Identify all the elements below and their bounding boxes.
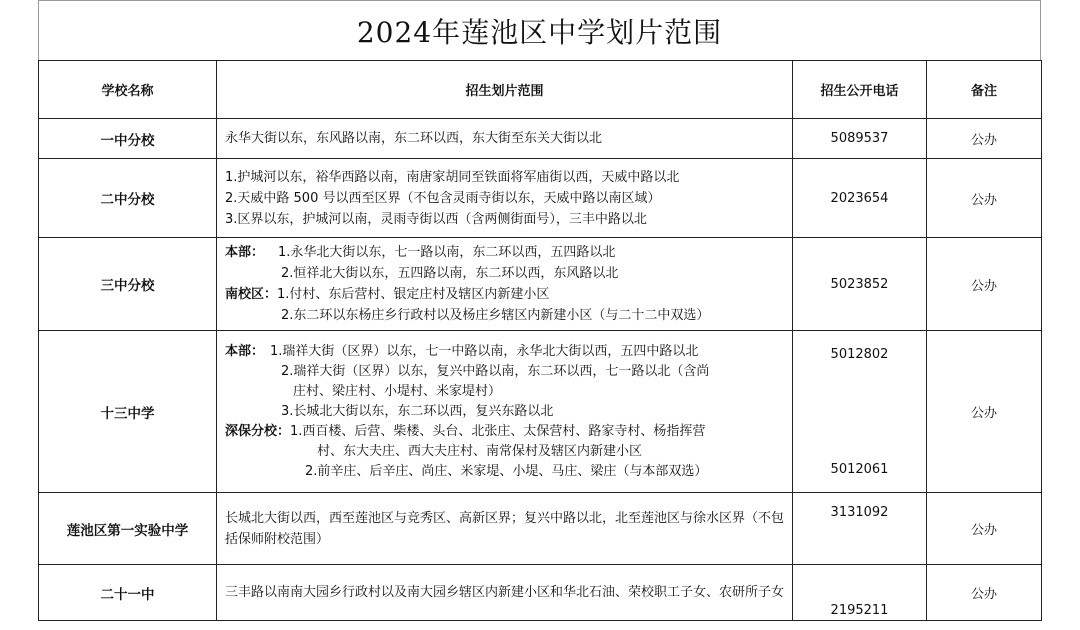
school-name: 莲池区第一实验中学: [39, 493, 217, 565]
range-line: 2.瑞祥大街（区界）以东，复兴中路以南，东二环以西，七一路以北（含尚: [281, 363, 710, 379]
range-line: 1.西百楼、后营、柴楼、头台、北张庄、太保营村、路家寺村、杨指挥营: [290, 423, 706, 439]
phone: 5012061: [830, 461, 889, 477]
phone: 5023852: [793, 238, 927, 331]
campus-label: 深保分校：: [225, 423, 291, 439]
note: 公办: [927, 331, 1042, 493]
page-title: 2024年莲池区中学划片范围: [356, 15, 723, 49]
header-range: 招生划片范围: [217, 61, 793, 119]
table-row: [39, 493, 1042, 565]
school-name: 三中分校: [39, 238, 217, 331]
school-name: 十三中学: [39, 331, 217, 493]
range-cell: [217, 159, 793, 238]
range-line: 庄村、梁庄村、小堤村、米家堤村）: [293, 383, 502, 399]
range-line: 1.付村、东后营村、银定庄村及辖区内新建小区: [277, 287, 550, 302]
note: 公办: [927, 493, 1042, 565]
campus-label: 本部：: [225, 245, 265, 260]
phone-cell: [793, 331, 927, 493]
table-row: [39, 238, 1042, 331]
note: 公办: [927, 565, 1042, 621]
district-table: [38, 60, 1042, 621]
range-line: 三丰路以南南大园乡行政村以及南大园乡辖区内新建小区和华北石油、荣校职工子女、农研所子女: [225, 585, 785, 600]
range-line: 2.恒祥北大街以东，五四路以南，东二环以西，东风路以北: [281, 266, 619, 281]
range-line: 永华大街以东，东风路以南，东二环以西，东大街至东关大街以北: [225, 131, 603, 146]
school-name: 一中分校: [39, 119, 217, 159]
campus-label: 本部：: [225, 343, 265, 359]
phone: 5012802: [830, 346, 889, 362]
range-line: 1.永华北大街以东，七一路以南，东二环以西，五四路以北: [278, 245, 616, 260]
range-line: 村、东大夫庄、西大夫庄村、南常保村及辖区内新建小区: [317, 443, 643, 459]
range-line: 1.护城河以东，裕华西路以南，南唐家胡同至铁面将军庙街以西，天威中路以北: [225, 169, 680, 185]
range-cell: [217, 238, 793, 331]
table-row: [39, 119, 1042, 159]
range-line: 2.前辛庄、后辛庄、尚庄、米家堤、小堤、马庄、梁庄（与本部双选）: [305, 463, 708, 479]
campus-label: 南校区：: [225, 287, 278, 302]
range-cell: [217, 331, 793, 493]
note: 公办: [927, 238, 1042, 331]
range-cell: [217, 565, 793, 621]
header-phone: 招生公开电话: [793, 61, 927, 119]
table-row: [39, 331, 1042, 493]
school-name: 二十一中: [39, 565, 217, 621]
range-line: 长城北大街以西，西至莲池区与竞秀区、高新区界；复兴中路以北，北至莲池区与徐水区界（不包括保师附校范围）: [225, 510, 785, 547]
header-school: 学校名称: [39, 61, 217, 119]
range-line: 2.东二环以东杨庄乡行政村以及杨庄乡辖区内新建小区（与二十二中双选）: [281, 308, 710, 323]
note: 公办: [927, 119, 1042, 159]
note: 公办: [927, 159, 1042, 238]
school-name: 二中分校: [39, 159, 217, 238]
range-line: 3.长城北大街以东，东二环以西，复兴东路以北: [281, 403, 554, 419]
phone: 3131092: [793, 493, 927, 565]
phone: 2195211: [830, 602, 889, 618]
table-row: [39, 159, 1042, 238]
header-note: 备注: [927, 61, 1042, 119]
range-line: 3.区界以东，护城河以南，灵雨寺街以西（含两侧街面号），三丰中路以北: [225, 211, 647, 227]
range-cell: [217, 493, 793, 565]
phone-cell: [793, 565, 927, 621]
range-cell: [217, 119, 793, 159]
header-row: [39, 61, 1042, 119]
table-row: [39, 565, 1042, 621]
title-box: [38, 0, 1041, 60]
phone: 5089537: [793, 119, 927, 159]
phone: 2023654: [793, 159, 927, 238]
range-line: 1.瑞祥大街（区界）以东，七一中路以南，永华北大街以西，五四中路以北: [270, 343, 699, 359]
range-line: 2.天威中路 500 号以西至区界（不包含灵雨寺街以东，天威中路以南区域）: [225, 190, 661, 206]
